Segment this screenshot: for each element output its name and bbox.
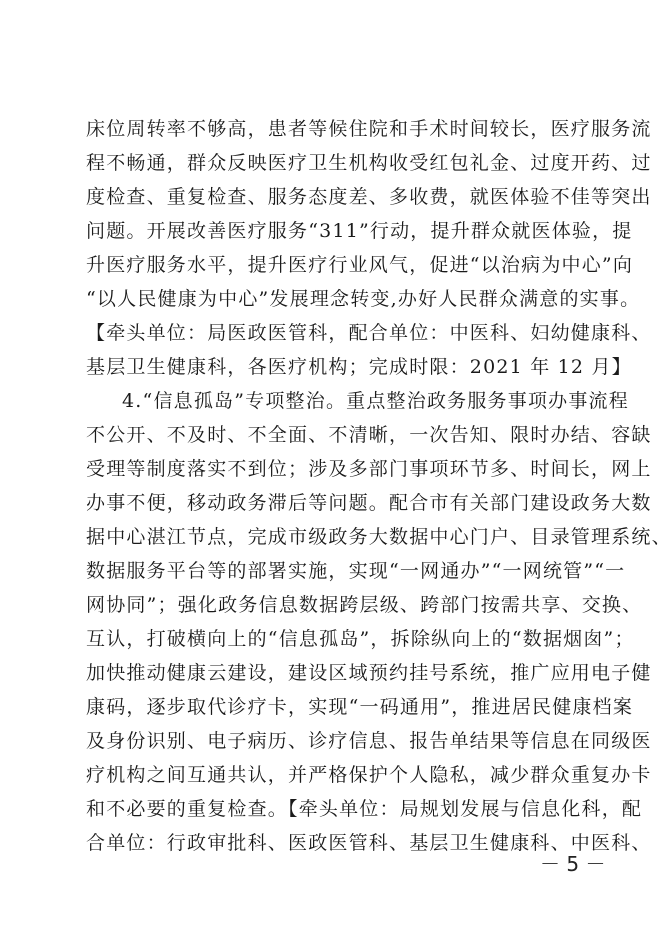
body-text-line: 不公开、不及时、不全面、不清晰，一次告知、限时办结、容缺 xyxy=(86,424,652,446)
body-text-line: 受理等制度落实不到位；涉及多部门事项环节多、时间长，网上 xyxy=(86,458,652,480)
body-text-line: 据中心湛江节点，完成市级政务大数据中心门户、目录管理系统、 xyxy=(86,526,672,548)
body-text-line: 互认，打破横向上的“信息孤岛”，拆除纵向上的“数据烟囱”； xyxy=(86,628,635,650)
body-text-line: “以人民健康为中心”发展理念转变,办好人民群众满意的实事。 xyxy=(86,288,641,310)
body-text-line: 网协同”；强化政务信息数据跨层级、跨部门按需共享、交换、 xyxy=(86,594,643,616)
body-text-line: 合单位：行政审批科、医政医管科、基层卫生健康科、中医科、 xyxy=(86,832,652,854)
section-heading-line: 4.“信息孤岛”专项整治。重点整治政务服务事项办事流程 xyxy=(122,390,629,412)
page-number: － 5 － xyxy=(540,852,606,876)
body-text-line: 办事不便，移动政务滞后等问题。配合市有关部门建设政务大数 xyxy=(86,492,652,514)
body-text-line: 及身份识别、电子病历、诊疗信息、报告单结果等信息在同级医 xyxy=(86,730,652,752)
body-text-line: 度检查、重复检查、服务态度差、多收费，就医体验不佳等突出 xyxy=(86,186,652,208)
body-text-line: 和不必要的重复检查。【牵头单位：局规划发展与信息化科，配 xyxy=(86,798,643,820)
body-text-line: 加快推动健康云建设，建设区域预约挂号系统，推广应用电子健 xyxy=(86,662,652,684)
body-text-line: 数据服务平台等的部署实施，实现“一网通办”“一网统管”“一 xyxy=(86,560,626,582)
body-text-line: 基层卫生健康科，各医疗机构；完成时限：2021 年 12 月】 xyxy=(86,356,632,378)
body-text-line: 床位周转率不够高，患者等候住院和手术时间较长，医疗服务流 xyxy=(86,118,652,140)
body-text-line: 问题。开展改善医疗服务“311”行动，提升群众就医体验，提 xyxy=(86,220,633,242)
body-text-line: 疗机构之间互通共认，并严格保护个人隐私，减少群众重复办卡 xyxy=(86,764,652,786)
body-text-line: 【牵头单位：局医政医管科，配合单位：中医科、妇幼健康科、 xyxy=(86,322,652,344)
body-text-line: 程不畅通，群众反映医疗卫生机构收受红包礼金、过度开药、过 xyxy=(86,152,652,174)
body-text-line: 康码，逐步取代诊疗卡，实现“一码通用”，推进居民健康档案 xyxy=(86,696,634,718)
body-text-line: 升医疗服务水平，提升医疗行业风气，促进“以治病为中心”向 xyxy=(86,254,634,276)
